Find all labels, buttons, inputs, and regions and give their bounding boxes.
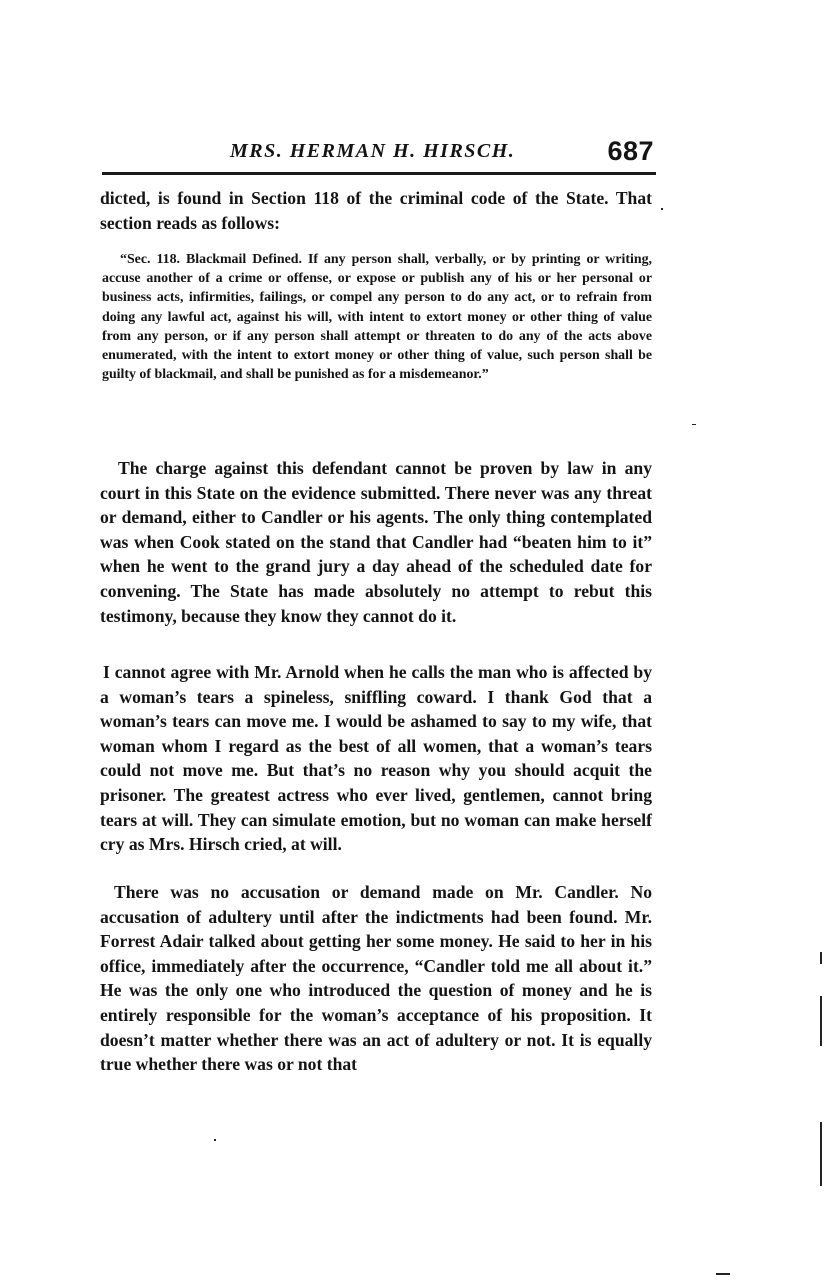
paragraph-womans-tears: I cannot agree with Mr. Arnold when he calls the man who is affected by a woman’s tears a spineless, sniffling coward. I thank God that a woman’s tears can move me. I would be ashamed to say to my wife, that woman whom I regard as the best of all women, that a woman’s tears could not move me. But that’s no reason why you should acquit the prisoner. The greatest actress who ever lived, gentlemen, cannot bring tears at will. They can simulate emotion, but no woman can make herself cry as Mrs. Hirsch cried, at will.: [100, 662, 652, 855]
running-head: [100, 138, 656, 170]
paragraph-continuation: dicted, is found in Section 118 of the criminal code of the State. That section reads as follows:: [100, 188, 652, 233]
paragraph-charge: The charge against this defendant cannot be proven by law in any court in this State on the evidence submitted. There never was any threat or demand, either to Candler or his agents. The only thing contemplated was when Cook stated on the stand that Candler had “beaten him to it” when he went to the grand jury a day ahead of the scheduled date for convening. The State has made absolutely no attempt to rebut this testimony, because they know they cannot do it.: [100, 458, 652, 626]
scan-mark: [820, 952, 822, 964]
scan-mark: [214, 1139, 216, 1141]
page-number: 687: [607, 136, 654, 166]
scan-mark: [820, 996, 822, 1046]
scan-mark: [692, 424, 696, 425]
header-rule: [102, 172, 656, 175]
scan-mark: [661, 208, 663, 210]
scan-mark: [820, 1122, 822, 1186]
scan-mark: [716, 1273, 730, 1275]
block-quote-section-118: “Sec. 118. Blackmail Defined. If any person shall, verbally, or by printing or writing, accuse another of a crime or offense, or expose or publish any of his or her personal or business acts, infirmities, failings, or compel any person to do any act, or to refrain from doing any lawful act, against his will, with intent to extort money or other thing of value from any person, or if any person shall attempt or threaten to do any of the acts above enumerated, with the intent to extort money or other thing of value, such person shall be guilty of blackmail, and shall be punished as for a misdemeanor.”: [102, 252, 652, 383]
running-title: MRS. HERMAN H. HIRSCH.: [230, 140, 516, 162]
paragraph-no-accusation: There was no accusation or demand made on Mr. Candler. No accusation of adultery until after the indictments had been found. Mr. Forrest Adair talked about getting her some money. He said to her in his office, immediately after the occurrence, “Candler told me all about it.” He was the only one who introduced the question of money and he is entirely responsible for the woman’s acceptance of his proposition. It doesn’t matter whether there was an act of adultery or not. It is equally true whether there was or not that: [100, 882, 652, 1075]
